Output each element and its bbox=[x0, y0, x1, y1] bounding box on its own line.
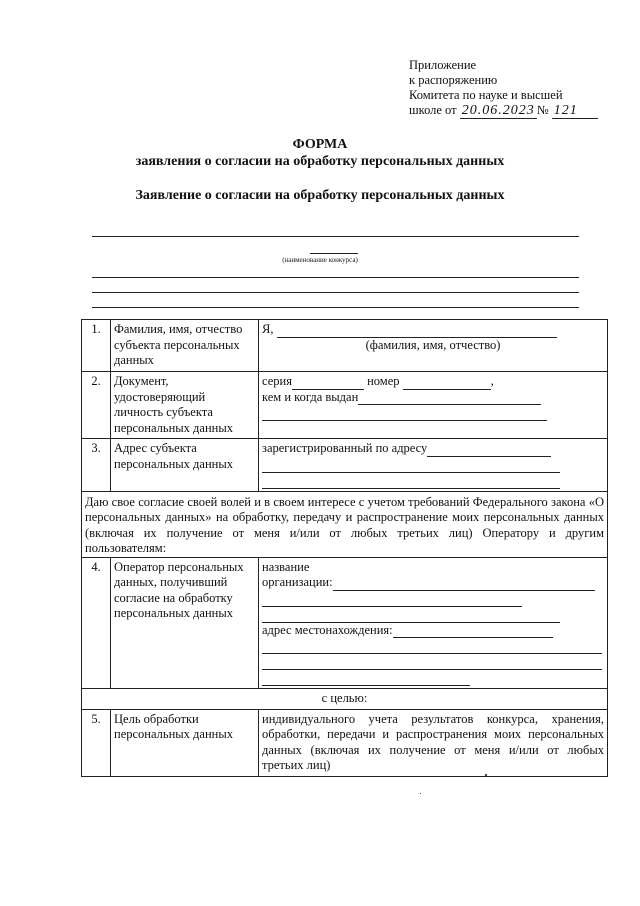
purpose-header: с целью: bbox=[82, 689, 608, 710]
operator-address-input-line-3[interactable] bbox=[262, 656, 602, 670]
scan-dot bbox=[420, 793, 421, 794]
appendix-line-4 bbox=[409, 103, 598, 119]
row-number: 2. bbox=[82, 372, 111, 439]
address-input-line-2[interactable] bbox=[262, 459, 560, 473]
row-number: 3. bbox=[82, 439, 111, 492]
appendix-line-3: Комитета по науке и высшей bbox=[409, 88, 563, 102]
appendix-block bbox=[409, 58, 598, 119]
contest-name-line[interactable] bbox=[92, 236, 579, 237]
row-full-name bbox=[82, 320, 608, 372]
row-purpose-header bbox=[82, 689, 608, 710]
issued-by-input[interactable] bbox=[358, 391, 541, 405]
appendix-date: 20.06.2023 bbox=[461, 103, 535, 118]
row-label: Документ, удостоверяющий личность субъекта персональных данных bbox=[111, 372, 259, 439]
row-identity-document bbox=[82, 372, 608, 439]
series-input[interactable] bbox=[292, 376, 364, 390]
address-input-line-3[interactable] bbox=[262, 475, 560, 489]
address-cell bbox=[259, 439, 608, 492]
operator-org-label: организации: bbox=[262, 575, 333, 589]
operator-name-input[interactable] bbox=[333, 577, 595, 591]
contest-line-3[interactable] bbox=[92, 292, 579, 293]
operator-address-input-line-4[interactable] bbox=[262, 672, 470, 686]
appendix-date-prefix: школе от bbox=[409, 103, 457, 117]
full-name-cell bbox=[259, 320, 608, 372]
registered-address-label: зарегистрированный по адресу bbox=[262, 441, 428, 455]
issued-by-input-line-2[interactable] bbox=[262, 407, 547, 421]
operator-name-input-line-2[interactable] bbox=[262, 593, 522, 607]
registered-address-input[interactable] bbox=[427, 443, 551, 457]
contest-name-short-line bbox=[310, 253, 358, 254]
row-number: 1. bbox=[82, 320, 111, 372]
appendix-number: 121 bbox=[552, 103, 598, 119]
operator-name-input-line-3[interactable] bbox=[262, 609, 560, 623]
full-name-caption: (фамилия, имя, отчество) bbox=[365, 337, 501, 352]
full-name-input[interactable] bbox=[277, 324, 557, 338]
issued-by-label: кем и когда выдан bbox=[262, 389, 359, 404]
form-subtitle: заявления о согласии на обработку персональных данных bbox=[135, 154, 505, 169]
purpose-text: индивидуального учета результатов конкурса, хранения, обработки, передачи и распространения моих персональных данных (включая их получение от меня и/или от любых третьих лиц) bbox=[259, 709, 608, 776]
appendix-number-sign: № bbox=[536, 103, 549, 117]
consent-form-table bbox=[81, 319, 608, 777]
row-address bbox=[82, 439, 608, 492]
form-title: ФОРМА bbox=[292, 137, 348, 152]
contest-line-4[interactable] bbox=[92, 307, 579, 308]
operator-cell bbox=[259, 557, 608, 689]
statement-heading: Заявление о согласии на обработку персональных данных bbox=[135, 188, 505, 203]
full-name-prefix: Я, bbox=[262, 322, 274, 336]
contest-line-2[interactable] bbox=[92, 277, 579, 278]
row-consent bbox=[82, 491, 608, 557]
operator-address-label: адрес местонахождения: bbox=[262, 622, 393, 637]
operator-address-input-line-2[interactable] bbox=[262, 640, 602, 654]
row-number: 4. bbox=[82, 557, 111, 689]
consent-text: Даю свое согласие своей волей и в своем интересе с учетом требований Федерального закона «О персональных данных» на обработку, передачу и распространение моих персональных данных (включая их получение от меня и/или от любых третьих лиц) Оператору и другим пользователям: bbox=[82, 491, 608, 557]
series-label: серия bbox=[262, 374, 292, 388]
appendix-line-1: Приложение bbox=[409, 58, 477, 72]
appendix-line-2: к распоряжению bbox=[409, 73, 498, 87]
row-label: Оператор персональных данных, получивший согласие на обработку персональных данных bbox=[111, 557, 259, 689]
row-number: 5. bbox=[82, 709, 111, 776]
row-label: Фамилия, имя, отчество субъекта персональных данных bbox=[111, 320, 259, 372]
operator-address-input[interactable] bbox=[393, 624, 553, 638]
identity-document-cell: серия номер , кем и когда выдан bbox=[259, 372, 608, 439]
operator-name-label: название bbox=[262, 559, 310, 574]
scan-dot bbox=[485, 774, 487, 776]
row-label: Цель обработки персональных данных bbox=[111, 709, 259, 776]
number-label: номер bbox=[367, 374, 400, 388]
row-purpose bbox=[82, 709, 608, 776]
contest-caption: (наименование конкурса) bbox=[282, 256, 358, 264]
document-number-input[interactable] bbox=[403, 376, 491, 390]
row-operator bbox=[82, 557, 608, 689]
row-label: Адрес субъекта персональных данных bbox=[111, 439, 259, 492]
